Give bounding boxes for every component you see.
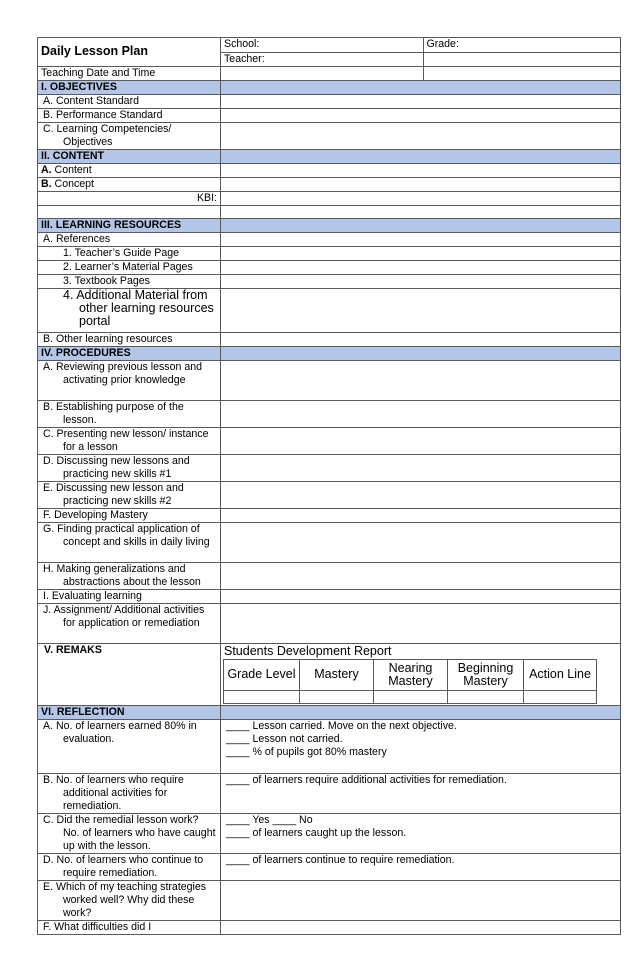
reflection-b-label: B. No. of learners who require additional activities for remediation. bbox=[38, 773, 221, 813]
textbook-pages-label: 3. Textbook Pages bbox=[38, 274, 221, 288]
procedure-c-field[interactable] bbox=[221, 427, 621, 454]
blank-row-field bbox=[221, 205, 621, 218]
reflection-c-line-2: ____ of learners caught up the lesson. bbox=[226, 826, 407, 839]
references-label: A. References bbox=[38, 232, 221, 246]
teachers-guide-label: 1. Teacher’s Guide Page bbox=[38, 246, 221, 260]
learners-material-field[interactable] bbox=[221, 260, 621, 274]
other-resources-field[interactable] bbox=[221, 332, 621, 346]
school-grade-teacher-grid bbox=[221, 38, 620, 66]
procedure-j-field[interactable] bbox=[221, 603, 621, 643]
reflection-a-line-2: ____ Lesson not carried. bbox=[226, 732, 343, 745]
grade-level-header: Grade Level bbox=[224, 659, 300, 690]
procedure-e-label: E. Discussing new lesson and practicing new skills #2 bbox=[38, 481, 221, 508]
reflection-c-line-1: ____ Yes ____ No bbox=[226, 813, 313, 826]
teaching-time-field[interactable] bbox=[423, 67, 620, 80]
reflection-a-line-1: ____ Lesson carried. Move on the next objective. bbox=[226, 719, 457, 732]
learning-competencies-field[interactable] bbox=[221, 122, 621, 149]
mastery-cell[interactable] bbox=[300, 690, 374, 703]
content-heading: II. CONTENT bbox=[38, 149, 221, 163]
procedure-a-label: A. Reviewing previous lesson and activating prior knowledge bbox=[38, 360, 221, 400]
remarks-heading: V. REMAKS bbox=[38, 643, 221, 705]
beginning-mastery-cell[interactable] bbox=[448, 690, 524, 703]
references-field[interactable] bbox=[221, 232, 621, 246]
objectives-heading: I. OBJECTIVES bbox=[38, 80, 221, 94]
procedure-g-label: G. Finding practical application of concept and skills in daily living bbox=[38, 522, 221, 562]
content-standard-label: A. Content Standard bbox=[38, 94, 221, 108]
teaching-date-grid bbox=[221, 67, 620, 80]
procedure-h-label: H. Making generalizations and abstractions about the lesson bbox=[38, 562, 221, 589]
performance-standard-label: B. Performance Standard bbox=[38, 108, 221, 122]
nearing-mastery-header: Nearing Mastery bbox=[374, 659, 448, 690]
grade-level-cell[interactable] bbox=[224, 690, 300, 703]
grade-field[interactable]: Grade: bbox=[423, 38, 620, 52]
reflection-a-label: A. No. of learners earned 80% in evaluation. bbox=[38, 719, 221, 773]
kbi-label: KBI: bbox=[38, 191, 221, 205]
procedure-e-field[interactable] bbox=[221, 481, 621, 508]
concept-field[interactable] bbox=[221, 177, 621, 191]
reflection-e-label: E. Which of my teaching strategies worked well? Why did these work? bbox=[38, 880, 221, 920]
teachers-guide-field[interactable] bbox=[221, 246, 621, 260]
school-field[interactable]: School: bbox=[221, 38, 423, 52]
reflection-a-field[interactable] bbox=[221, 719, 621, 773]
kbi-field[interactable] bbox=[221, 191, 621, 205]
learning-competencies-label: C. Learning Competencies/ Objectives bbox=[38, 122, 221, 149]
procedure-f-field[interactable] bbox=[221, 508, 621, 522]
beginning-mastery-header: Beginning Mastery bbox=[448, 659, 524, 690]
procedure-d-label: D. Discussing new lessons and practicing new skills #1 bbox=[38, 454, 221, 481]
reflection-f-label: F. What difficulties did I bbox=[38, 920, 221, 934]
teacher-field[interactable]: Teacher: bbox=[221, 52, 423, 66]
concept-label: B. Concept bbox=[38, 177, 221, 191]
reflection-a-line-3: ____ % of pupils got 80% mastery bbox=[226, 745, 387, 758]
content-label: A. Content bbox=[38, 163, 221, 177]
content-field[interactable] bbox=[221, 163, 621, 177]
reflection-c-field[interactable] bbox=[221, 813, 621, 853]
reflection-d-field[interactable] bbox=[221, 853, 621, 880]
other-resources-label: B. Other learning resources bbox=[38, 332, 221, 346]
learners-material-label: 2. Learner’s Material Pages bbox=[38, 260, 221, 274]
performance-standard-field[interactable] bbox=[221, 108, 621, 122]
blank-row bbox=[38, 205, 221, 218]
procedure-b-label: B. Establishing purpose of the lesson. bbox=[38, 400, 221, 427]
additional-material-field[interactable] bbox=[221, 288, 621, 332]
reflection-d-line: ____ of learners continue to require remediation. bbox=[226, 853, 455, 866]
lesson-plan-title: Daily Lesson Plan bbox=[38, 38, 221, 67]
procedure-a-field[interactable] bbox=[221, 360, 621, 400]
mastery-header: Mastery bbox=[300, 659, 374, 690]
procedure-i-label: I. Evaluating learning bbox=[38, 589, 221, 603]
procedure-f-label: F. Developing Mastery bbox=[38, 508, 221, 522]
reflection-d-label: D. No. of learners who continue to require remediation. bbox=[38, 853, 221, 880]
procedure-g-field[interactable] bbox=[221, 522, 621, 562]
reflection-b-field[interactable] bbox=[221, 773, 621, 813]
procedure-b-field[interactable] bbox=[221, 400, 621, 427]
action-line-cell[interactable] bbox=[524, 690, 597, 703]
development-report-title: Students Development Report bbox=[224, 643, 392, 658]
teacher-extra-cell bbox=[423, 52, 620, 66]
procedure-c-label: C. Presenting new lesson/ instance for a lesson bbox=[38, 427, 221, 454]
action-line-header: Action Line bbox=[524, 659, 597, 690]
nearing-mastery-cell[interactable] bbox=[374, 690, 448, 703]
development-report-table bbox=[223, 659, 597, 704]
teaching-date-label: Teaching Date and Time bbox=[38, 66, 221, 80]
textbook-pages-field[interactable] bbox=[221, 274, 621, 288]
lesson-plan-table bbox=[37, 37, 621, 935]
reflection-e-field[interactable] bbox=[221, 880, 621, 920]
reflection-c-label: C. Did the remedial lesson work? No. of learners who have caught up with the lesson. bbox=[38, 813, 221, 853]
procedure-d-field[interactable] bbox=[221, 454, 621, 481]
reflection-f-field[interactable] bbox=[221, 920, 621, 934]
procedure-h-field[interactable] bbox=[221, 562, 621, 589]
content-standard-field[interactable] bbox=[221, 94, 621, 108]
reflection-b-line: ____ of learners require additional activities for remediation. bbox=[226, 773, 507, 786]
procedure-i-field[interactable] bbox=[221, 589, 621, 603]
resources-heading: III. LEARNING RESOURCES bbox=[38, 218, 221, 232]
additional-material-label: 4. Additional Material from other learning resources portal bbox=[38, 288, 221, 332]
procedures-heading: IV. PROCEDURES bbox=[38, 346, 221, 360]
reflection-heading: VI. REFLECTION bbox=[38, 705, 221, 719]
procedure-j-label: J. Assignment/ Additional activities for application or remediation bbox=[38, 603, 221, 643]
teaching-date-field[interactable] bbox=[221, 67, 423, 80]
